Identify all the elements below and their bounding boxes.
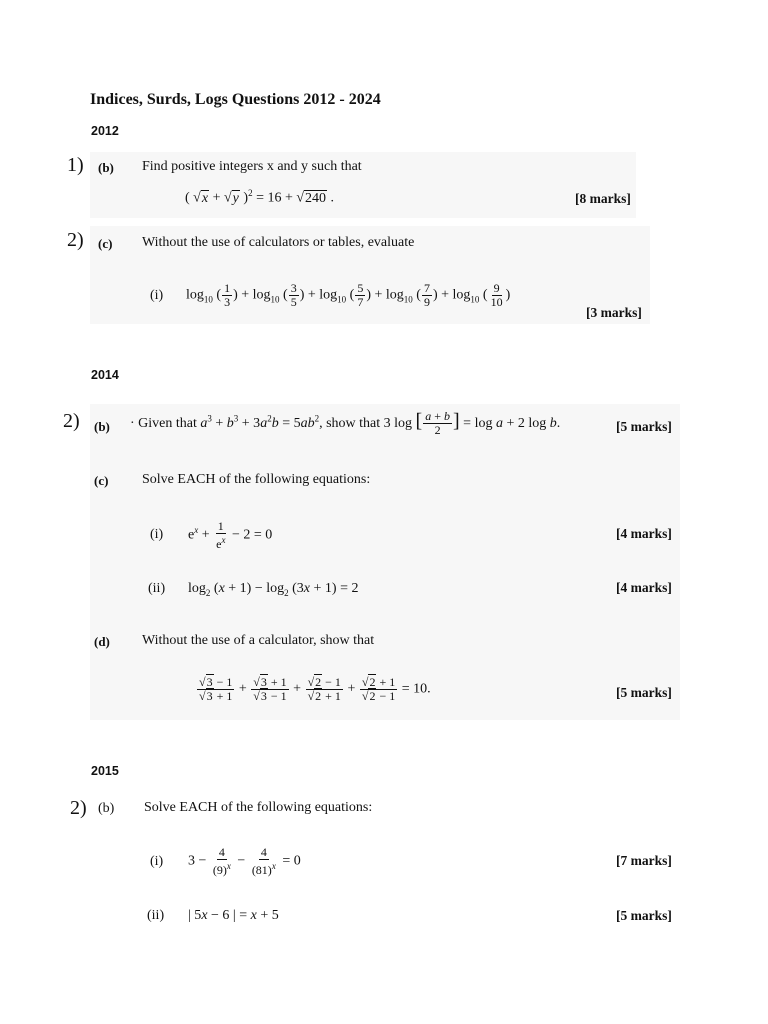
year-heading-2015: 2015 (91, 764, 119, 778)
subpart-label: (ii) (147, 908, 165, 923)
equation-exponential: $e^x$ + $\frac{1}{e^x}$ − 2 = 0 (188, 519, 273, 551)
page-title: Indices, Surds, Logs Questions 2012 - 2024 (90, 91, 381, 108)
year-heading-2014: 2014 (91, 368, 119, 382)
part-label: (d) (94, 634, 110, 649)
question-text: Find positive integers x and y such that (142, 159, 362, 174)
part-label: (c) (98, 236, 113, 251)
part-label: (c) (94, 473, 109, 488)
subpart-label: (i) (150, 854, 164, 869)
equation-log-sum: $\log_{10}$ ( $\frac{1}{3}$ ) + $\log_{10}$ ( $\frac{3}{5}$ ) + $\log_{10}$ ( $\frac{5}{7}$ ) + $\log_{10}$ ( $\frac{7}{9}$ ) + $\log_{10}$ ( $\frac{9}{10}$ ) (186, 281, 511, 309)
marks-label: [7 marks] (616, 853, 672, 868)
question-number: 1) (67, 154, 84, 176)
part-label: (b) (94, 419, 110, 434)
subpart-label: (i) (150, 288, 164, 303)
equation-surd-fractions: $\frac{√3 - 1}{√3 + 1}$ + $\frac{√3 + 1}{√3 - 1}$ + $\frac{√2 - 1}{√2 + 1}$ + $\frac{√2 + 1}{√2 - 1}$ = 10. (199, 675, 431, 703)
part-label: (b) (98, 160, 114, 175)
equation-surds: ( √x + √y )$^2$ = 16 + √240 . (185, 188, 335, 206)
question-text: Without the use of calculators or tables, evaluate (142, 235, 415, 250)
question-text: Solve EACH of the following equations: (142, 472, 371, 487)
question-text: Solve EACH of the following equations: (144, 800, 373, 815)
marks-label: [5 marks] (616, 685, 672, 700)
marks-label: [8 marks] (575, 191, 631, 206)
question-panel-2014 (90, 404, 680, 720)
question-number: 2) (67, 229, 84, 251)
marks-label: [5 marks] (616, 419, 672, 434)
marks-label: [5 marks] (616, 908, 672, 923)
marks-label: [3 marks] (586, 305, 642, 320)
subpart-label: (ii) (148, 581, 166, 596)
question-number: 2) (70, 797, 87, 819)
equation-log-base2: $\log_2 (x + 1) - \log_2 (3x + 1) = 2$ (188, 581, 359, 598)
part-label: (b) (98, 801, 115, 816)
year-heading-2012: 2012 (91, 124, 119, 138)
equation-power: 3 − $\frac{4}{(9)^x}$ − $\frac{4}{(81)^x}$ = 0 (188, 845, 301, 877)
equation-absolute: | 5x − 6 | = x + 5 (188, 908, 279, 923)
marks-label: [4 marks] (616, 580, 672, 595)
subpart-label: (i) (150, 527, 164, 542)
marks-label: [4 marks] (616, 526, 672, 541)
question-number: 2) (63, 410, 80, 432)
question-text: Without the use of a calculator, show that (142, 633, 375, 648)
equation-given-log: · Given that $a^3 + b^3 + 3a^2b = 5ab^2$, show that 3 log [ $\frac{a + b}{2}$ ] = log a + 2 log b. (130, 409, 561, 438)
